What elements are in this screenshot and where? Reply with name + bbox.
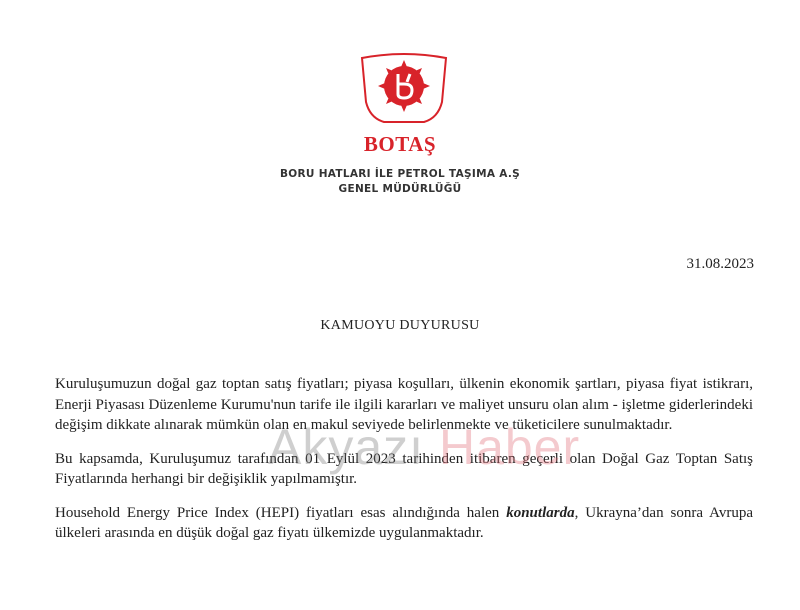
paragraph-3-emphasis: konutlarda bbox=[506, 504, 575, 521]
paragraph-3-text-b: , Ukrayna’dan sonra Avrupa ülkeleri arasında en düşük doğal gaz fiyatı ülkemizde uygulanmaktadır. bbox=[55, 504, 753, 541]
document-body bbox=[55, 374, 753, 557]
organization-name: BORU HATLARI İLE PETROL TAŞIMA A.Ş bbox=[280, 168, 520, 180]
paragraph-3 bbox=[55, 503, 753, 544]
brand-name: BOTAŞ bbox=[363, 132, 437, 156]
paragraph-1: Kuruluşumuzun doğal gaz toptan satış fiyatları; piyasa koşulları, ülkenin ekonomik şartları, piyasa fiyat istikrarı, Enerji Piyasası Düzenleme Kurumu'nun tarife ile ilgili kararları ve maliyet unsuru olan alım - işletme giderlerindeki değişim dikkate alınarak mümkün olan en makul seviyede belirlenmekte ve tüketicilere sunulmaktadır. bbox=[55, 376, 753, 433]
watermark-part1: Akyazı bbox=[268, 419, 425, 475]
botas-logo bbox=[358, 52, 450, 126]
paragraph-3-text-a: Household Energy Price Index (HEPI) fiyatları esas alındığında halen bbox=[55, 504, 507, 521]
document-date: 31.08.2023 bbox=[686, 256, 754, 272]
organization-subtitle: GENEL MÜDÜRLÜĞÜ bbox=[338, 183, 462, 195]
watermark-part2: Haber bbox=[424, 419, 581, 475]
document-title: KAMUOYU DUYURUSU bbox=[320, 318, 480, 333]
paragraph-2: Bu kapsamda, Kuruluşumuz tarafından 01 Eylül 2023 tarihinden itibaren geçerli olan Doğal Gaz Toptan Satış Fiyatlarında herhangi bir değişiklik yapılmamıştır. bbox=[55, 450, 753, 487]
